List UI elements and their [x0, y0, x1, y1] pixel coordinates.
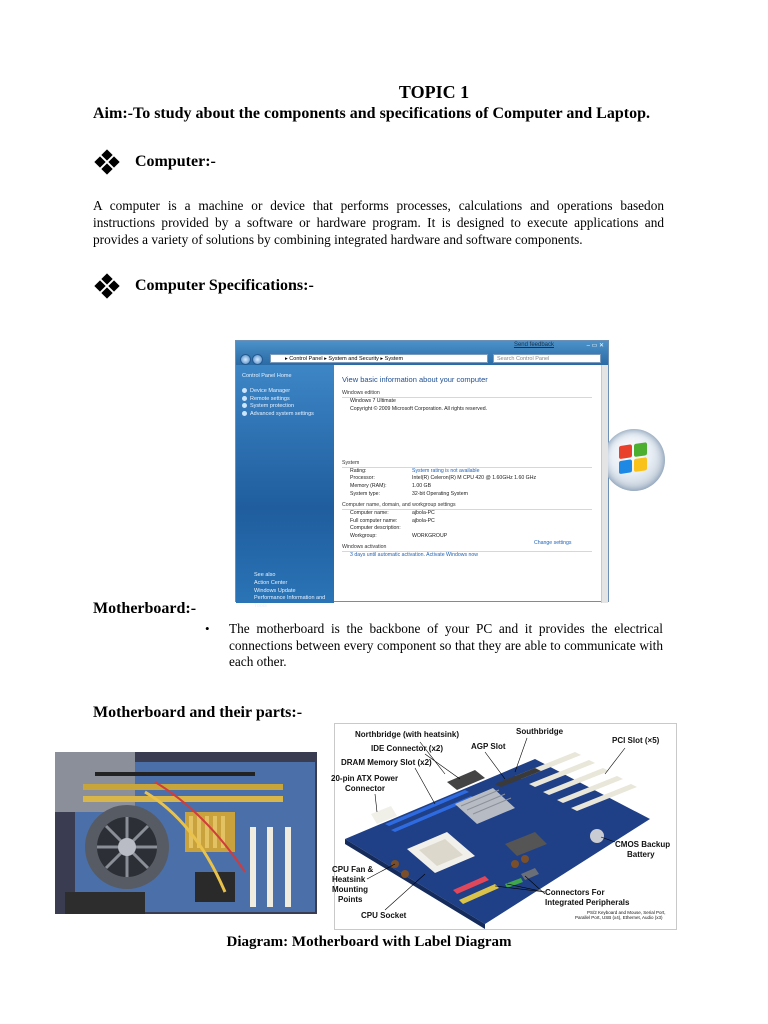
- side-item: Device Manager: [242, 388, 334, 396]
- motherboard-photo-image: [55, 752, 317, 914]
- label-atx-line2: Connector: [345, 784, 385, 793]
- side-item: Remote settings: [242, 396, 334, 404]
- info-row: Full computer name: ajbola-PC: [350, 517, 435, 524]
- forward-icon: [252, 354, 263, 365]
- see-also: [254, 572, 334, 611]
- info-row: System type: 32-bit Operating System: [350, 490, 468, 497]
- back-icon: [240, 354, 251, 365]
- label-note-line1: PS/2 Keyboard and Mouse, Serial Port,: [587, 910, 666, 915]
- label-northbridge: Northbridge (with heatsink): [355, 730, 459, 739]
- diamond-bullet-icon: [93, 274, 121, 298]
- window-controls: – ▭ ✕: [586, 343, 604, 349]
- shield-icon: [242, 388, 247, 393]
- label-cmos-line1: CMOS Backup: [615, 840, 671, 849]
- activation-row: 3 days until automatic activation. Activate Windows now: [350, 551, 479, 558]
- see-also-item: Windows Update: [254, 587, 296, 594]
- info-row: Processor: Intel(R) Celeron(R) M CPU 420 @ 1.60GHz 1.60 GHz: [350, 475, 537, 482]
- motherboard-bullet-text: The motherboard is the backbone of your PC and it provides the electrical connections between every component so that they are able to communicate with each other.: [229, 621, 663, 669]
- shield-icon: [242, 396, 247, 401]
- address-bar: ▸ Control Panel ▸ System and Security ▸ System: [270, 354, 488, 363]
- label-fan-line1: CPU Fan &: [332, 865, 374, 874]
- diamond-bullet-icon: [93, 150, 121, 174]
- edition-row: Windows 7 Ultimate: [350, 398, 396, 404]
- parts-heading: Motherboard and their parts:-: [93, 704, 303, 721]
- search-box: Search Control Panel: [493, 354, 601, 363]
- info-row: Rating: System rating is not available: [350, 467, 480, 474]
- section-head: Computer name, domain, and workgroup settings: [342, 502, 592, 510]
- computer-paragraph: A computer is a machine or device that performs processes, calculations and operations basedon instructions provided by a software or hardware program. It is designed to execute applications and provides a variety of solutions by combining integrated hardware and software components.: [93, 198, 664, 247]
- topic-title: TOPIC 1: [398, 82, 470, 102]
- side-item: System protection: [242, 403, 334, 411]
- motherboard-heading: Motherboard:-: [93, 600, 197, 617]
- label-connectors-line2: Integrated Peripherals: [545, 898, 630, 907]
- motherboard-bullet: [205, 621, 663, 671]
- bullet-icon: •: [205, 621, 210, 636]
- label-fan-line2: Heatsink: [332, 875, 366, 884]
- computer-heading: [93, 150, 216, 174]
- see-also-item: Performance Information and Tools: [254, 595, 326, 610]
- section-head: System: [342, 460, 592, 468]
- label-southbridge: Southbridge: [516, 727, 564, 736]
- label-agp: AGP Slot: [471, 742, 506, 751]
- label-note-line2: Parallel Port, USB (x4), Ethernet, Audio (x3): [575, 915, 663, 920]
- aim-text: Aim:-To study about the components and specifications of Computer and Laptop.: [93, 105, 650, 122]
- see-also-item: Action Center: [254, 579, 288, 586]
- motherboard-photo: [55, 752, 317, 914]
- scrollbar: [601, 365, 608, 603]
- diagram-caption: Diagram: Motherboard with Label Diagram: [226, 934, 512, 950]
- control-panel-sidebar: [236, 365, 334, 610]
- shield-icon: [242, 411, 247, 416]
- see-also-head: See also: [254, 572, 276, 578]
- section-head: Windows edition: [342, 390, 592, 398]
- spec-heading-label: Computer Specifications:-: [135, 277, 314, 294]
- side-item: Advanced system settings: [242, 411, 334, 419]
- change-settings-link: Change settings: [534, 540, 572, 546]
- label-fan-line4: Points: [338, 895, 363, 904]
- label-connectors-line1: Connectors For: [545, 888, 605, 897]
- system-main-panel: [338, 365, 600, 603]
- label-ide: IDE Connector (x2): [371, 744, 444, 753]
- windows-logo-icon: [603, 429, 665, 491]
- labeled-motherboard-diagram: [331, 723, 677, 930]
- computer-heading-label: Computer:-: [135, 153, 216, 170]
- label-dram: DRAM Memory Slot (x2): [341, 758, 432, 767]
- info-row: Memory (RAM): 1.00 GB: [350, 483, 432, 490]
- feedback-link: Send feedback: [513, 342, 554, 348]
- system-properties-screenshot: [235, 340, 609, 610]
- window-titlebar: [236, 341, 608, 365]
- main-title: View basic information about your computer: [342, 375, 488, 384]
- label-atx-line1: 20-pin ATX Power: [331, 774, 399, 783]
- copyright-row: Copyright © 2009 Microsoft Corporation. All rights reserved.: [350, 405, 488, 412]
- info-row: Computer name: ajbola-PC: [350, 509, 435, 516]
- section-head: Windows activation: [342, 544, 592, 552]
- info-row: Computer description:: [350, 525, 401, 532]
- label-cmos-line2: Battery: [627, 850, 655, 859]
- label-cpu-socket: CPU Socket: [361, 911, 407, 920]
- label-pci: PCI Slot (×5): [612, 736, 660, 745]
- shield-icon: [242, 403, 247, 408]
- side-head: Control Panel Home: [242, 373, 292, 379]
- info-row: Workgroup: WORKGROUP: [350, 533, 448, 540]
- label-fan-line3: Mounting: [332, 885, 368, 894]
- spec-heading: [93, 274, 314, 298]
